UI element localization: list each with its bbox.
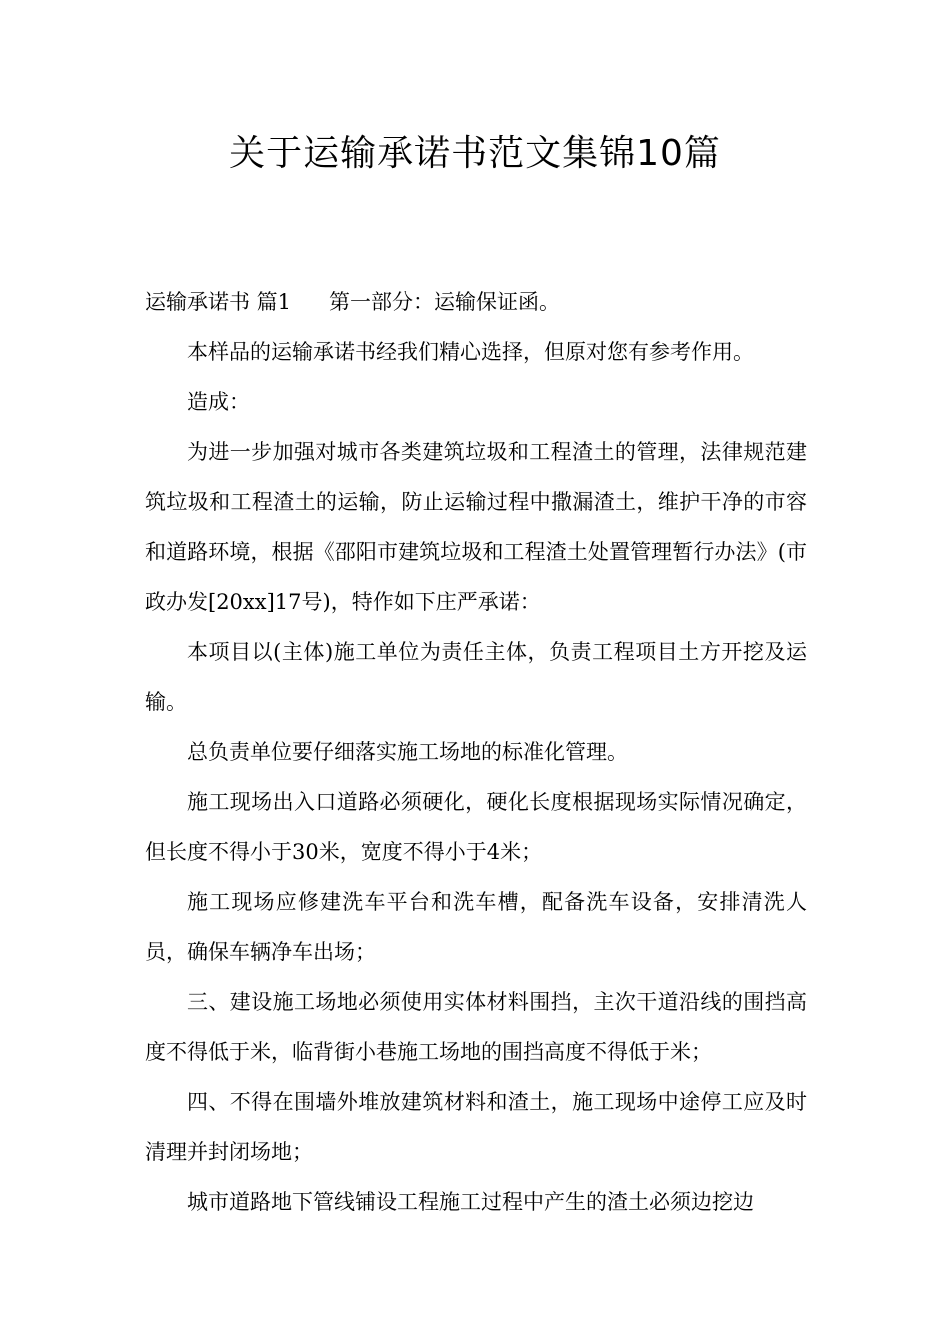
paragraph: 本样品的运输承诺书经我们精心选择，但原对您有参考作用。 [187,340,754,364]
document-title: 关于运输承诺书范文集锦10篇 [229,133,721,174]
paragraph: 四、不得在围墙外堆放建筑材料和渣土，施工现场中途停工应及时清理并封闭场地； [145,1090,807,1164]
paragraph: 本项目以(主体)施工单位为责任主体，负责工程项目土方开挖及运输。 [145,640,807,714]
paragraph: 三、建设施工场地必须使用实体材料围挡，主次干道沿线的围挡高度不得低于米，临背街小巷施工场地的围挡高度不得低于米； [145,990,807,1064]
section-label: 运输承诺书 篇1 [145,290,292,314]
paragraph: 为进一步加强对城市各类建筑垃圾和工程渣土的管理，法律规范建筑垃圾和工程渣土的运输，防止运输过程中撒漏渣土，维护干净的市容和道路环境，根据《邵阳市建筑垃圾和工程渣土处置管理暂行办法》(市政办发[20xx]17号)，特作如下庄严承诺： [145,440,807,614]
paragraph: 造成： [187,390,250,414]
paragraph: 城市道路地下管线铺设工程施工过程中产生的渣土必须边挖边 [187,1190,754,1214]
document-body [145,277,807,1227]
paragraph: 总负责单位要仔细落实施工场地的标准化管理。 [187,740,628,764]
section-subtitle: 第一部分：运输保证函。 [329,290,561,314]
paragraph: 施工现场应修建洗车平台和洗车槽，配备洗车设备，安排清洗人员，确保车辆净车出场； [145,890,807,964]
paragraph: 施工现场出入口道路必须硬化，硬化长度根据现场实际情况确定，但长度不得小于30米，宽度不得小于4米； [145,790,807,864]
section-heading-line [145,277,807,327]
